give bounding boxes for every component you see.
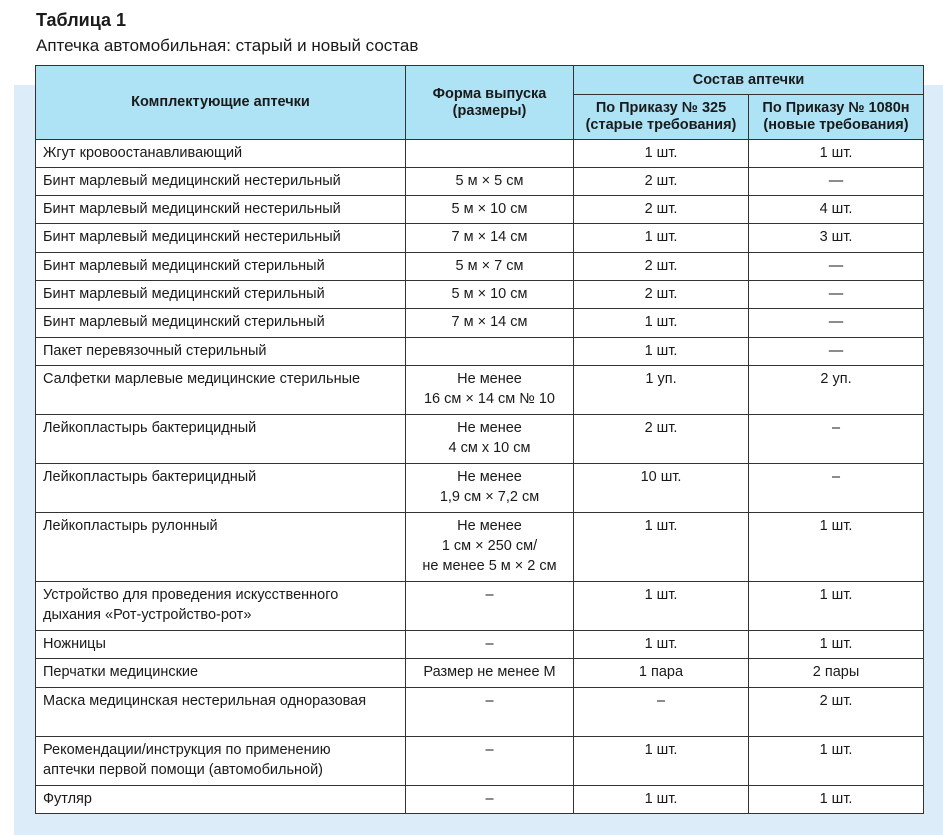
item-old-qty: 1 шт.	[574, 513, 749, 582]
table-row	[36, 281, 924, 309]
item-old-qty: 1 пара	[574, 659, 749, 688]
table-body	[36, 140, 924, 814]
item-name: Маска медицинская нестерильная одноразовая	[36, 688, 406, 737]
item-old-qty: 2 шт.	[574, 253, 749, 281]
item-form: 7 м × 14 см	[406, 309, 574, 338]
item-new-qty: 2 шт.	[749, 688, 924, 737]
table-row	[36, 464, 924, 513]
item-form	[406, 140, 574, 168]
item-old-qty: 1 шт.	[574, 338, 749, 366]
item-name: Бинт марлевый медицинский нестерильный	[36, 168, 406, 196]
item-new-qty: 1 шт.	[749, 140, 924, 168]
item-new-qty: —	[749, 309, 924, 338]
item-old-qty: 1 шт.	[574, 631, 749, 659]
item-new-qty: 3 шт.	[749, 224, 924, 253]
item-new-qty: 2 уп.	[749, 366, 924, 415]
header-composition: Состав аптечки	[574, 66, 924, 95]
item-name: Бинт марлевый медицинский стерильный	[36, 253, 406, 281]
item-new-qty: —	[749, 338, 924, 366]
item-form: 5 м × 10 см	[406, 281, 574, 309]
item-new-qty: 1 шт.	[749, 582, 924, 631]
item-new-qty: —	[749, 281, 924, 309]
item-old-qty: 1 шт.	[574, 140, 749, 168]
item-old-qty: 1 шт.	[574, 582, 749, 631]
item-new-qty: 1 шт.	[749, 737, 924, 786]
item-name: Рекомендации/инструкция по применению аптечки первой помощи (автомобильной)	[36, 737, 406, 786]
item-form: –	[406, 582, 574, 631]
item-form: Не менее 4 см х 10 см	[406, 415, 574, 464]
table-row	[36, 309, 924, 338]
item-name: Лейкопластырь рулонный	[36, 513, 406, 582]
item-form: 7 м × 14 см	[406, 224, 574, 253]
item-new-qty: –	[749, 464, 924, 513]
item-form	[406, 338, 574, 366]
item-name: Бинт марлевый медицинский стерильный	[36, 281, 406, 309]
item-new-qty: 4 шт.	[749, 196, 924, 224]
item-form: Не менее 1,9 см × 7,2 см	[406, 464, 574, 513]
table-row	[36, 366, 924, 415]
header-old-requirements: По Приказу № 325 (старые требования)	[574, 95, 749, 140]
item-name: Футляр	[36, 786, 406, 814]
item-form: 5 м × 10 см	[406, 196, 574, 224]
table-row	[36, 631, 924, 659]
item-name: Перчатки медицинские	[36, 659, 406, 688]
item-old-qty: 2 шт.	[574, 281, 749, 309]
item-form: 5 м × 7 см	[406, 253, 574, 281]
item-name: Устройство для проведения искусственного дыхания «Рот-устройство-рот»	[36, 582, 406, 631]
table-row	[36, 582, 924, 631]
table-row	[36, 737, 924, 786]
table-row	[36, 688, 924, 737]
item-old-qty: 1 шт.	[574, 737, 749, 786]
item-form: –	[406, 631, 574, 659]
item-old-qty: –	[574, 688, 749, 737]
item-new-qty: 1 шт.	[749, 786, 924, 814]
item-old-qty: 10 шт.	[574, 464, 749, 513]
table-row	[36, 253, 924, 281]
item-name: Салфетки марлевые медицинские стерильные	[36, 366, 406, 415]
item-form: Размер не менее М	[406, 659, 574, 688]
table-row	[36, 140, 924, 168]
header-form: Форма выпуска (размеры)	[406, 66, 574, 140]
item-form: Не менее 16 см × 14 см № 10	[406, 366, 574, 415]
item-old-qty: 2 шт.	[574, 415, 749, 464]
item-name: Ножницы	[36, 631, 406, 659]
item-old-qty: 1 шт.	[574, 309, 749, 338]
header-components: Комплектующие аптечки	[36, 66, 406, 140]
table-number: Таблица 1	[36, 10, 127, 30]
item-name: Бинт марлевый медицинский нестерильный	[36, 196, 406, 224]
item-form: Не менее 1 см × 250 см/ не менее 5 м × 2 см	[406, 513, 574, 582]
table-row	[36, 196, 924, 224]
item-old-qty: 1 уп.	[574, 366, 749, 415]
item-form: –	[406, 786, 574, 814]
item-new-qty: —	[749, 253, 924, 281]
item-new-qty: —	[749, 168, 924, 196]
item-form: –	[406, 737, 574, 786]
first-aid-kit-table	[35, 65, 924, 814]
table-row	[36, 224, 924, 253]
table-row	[36, 786, 924, 814]
item-form: –	[406, 688, 574, 737]
item-name: Бинт марлевый медицинский нестерильный	[36, 224, 406, 253]
item-name: Лейкопластырь бактерицидный	[36, 464, 406, 513]
table-row	[36, 659, 924, 688]
table-row	[36, 338, 924, 366]
item-name: Пакет перевязочный стерильный	[36, 338, 406, 366]
table-row	[36, 513, 924, 582]
header-new-requirements: По Приказу № 1080н (новые требования)	[749, 95, 924, 140]
item-name: Бинт марлевый медицинский стерильный	[36, 309, 406, 338]
item-new-qty: 1 шт.	[749, 631, 924, 659]
item-old-qty: 2 шт.	[574, 168, 749, 196]
table-row	[36, 168, 924, 196]
item-new-qty: –	[749, 415, 924, 464]
item-form: 5 м × 5 см	[406, 168, 574, 196]
item-new-qty: 1 шт.	[749, 513, 924, 582]
item-old-qty: 1 шт.	[574, 224, 749, 253]
table-row	[36, 415, 924, 464]
item-old-qty: 2 шт.	[574, 196, 749, 224]
item-new-qty: 2 пары	[749, 659, 924, 688]
item-name: Жгут кровоостанавливающий	[36, 140, 406, 168]
item-name: Лейкопластырь бактерицидный	[36, 415, 406, 464]
table-caption: Аптечка автомобильная: старый и новый состав	[36, 36, 419, 55]
item-old-qty: 1 шт.	[574, 786, 749, 814]
